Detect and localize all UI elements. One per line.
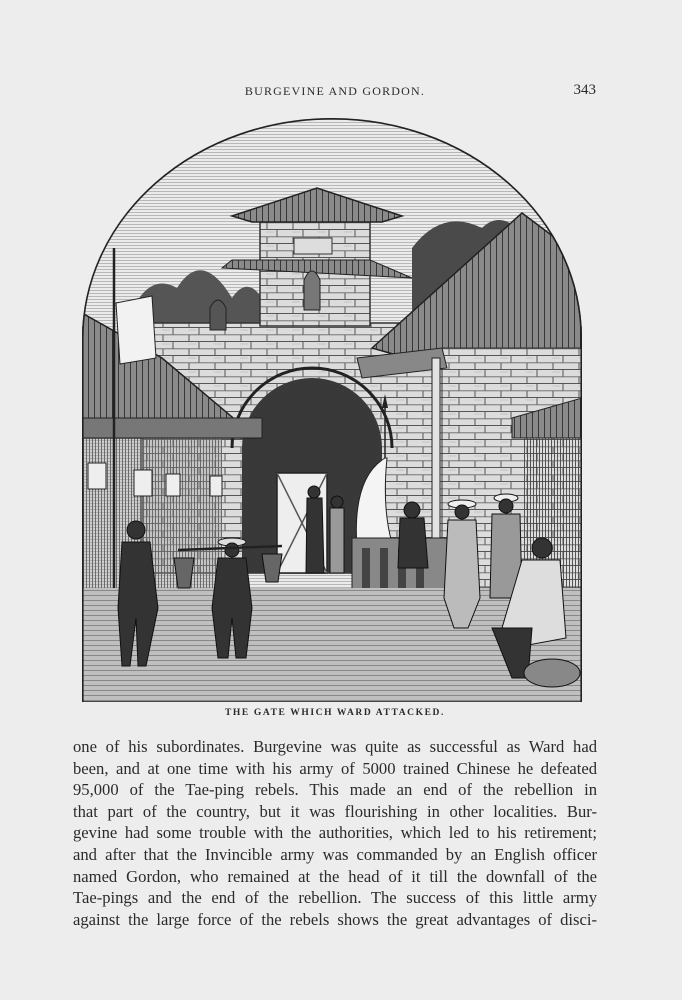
illustration-caption: THE GATE WHICH WARD ATTACKED. bbox=[225, 708, 445, 718]
text-line: against the large force of the rebels shows the great advantages of disci- bbox=[73, 909, 597, 929]
text-line: one of his subordinates. Burgevine was quite as successful as Ward had bbox=[73, 737, 597, 756]
text-line: 95,000 of the Tae-ping rebels. This made an end of the rebellion in bbox=[73, 780, 597, 800]
text-line: gevine had some trouble with the authorities, which led to his retirement; bbox=[73, 823, 597, 843]
gate-engraving-illustration bbox=[82, 118, 582, 702]
text-line: Tae-pings and the end of the rebellion. The success of this little army bbox=[73, 888, 597, 908]
text-line: and after that the Invincible army was commanded by an English officer bbox=[73, 844, 597, 864]
text-line: that part of the country, but it was flourishing in other localities. Bur- bbox=[73, 801, 597, 821]
running-head bbox=[0, 84, 682, 104]
text-line: been, and at one time with his army of 5000 trained Chinese he defeated bbox=[73, 758, 597, 778]
running-title: BURGEVINE AND GORDON. bbox=[244, 84, 426, 98]
page-number: 343 bbox=[573, 82, 596, 98]
text-line: named Gordon, who remained at the head of it till the downfall of the bbox=[73, 866, 597, 886]
body-text bbox=[73, 736, 597, 930]
